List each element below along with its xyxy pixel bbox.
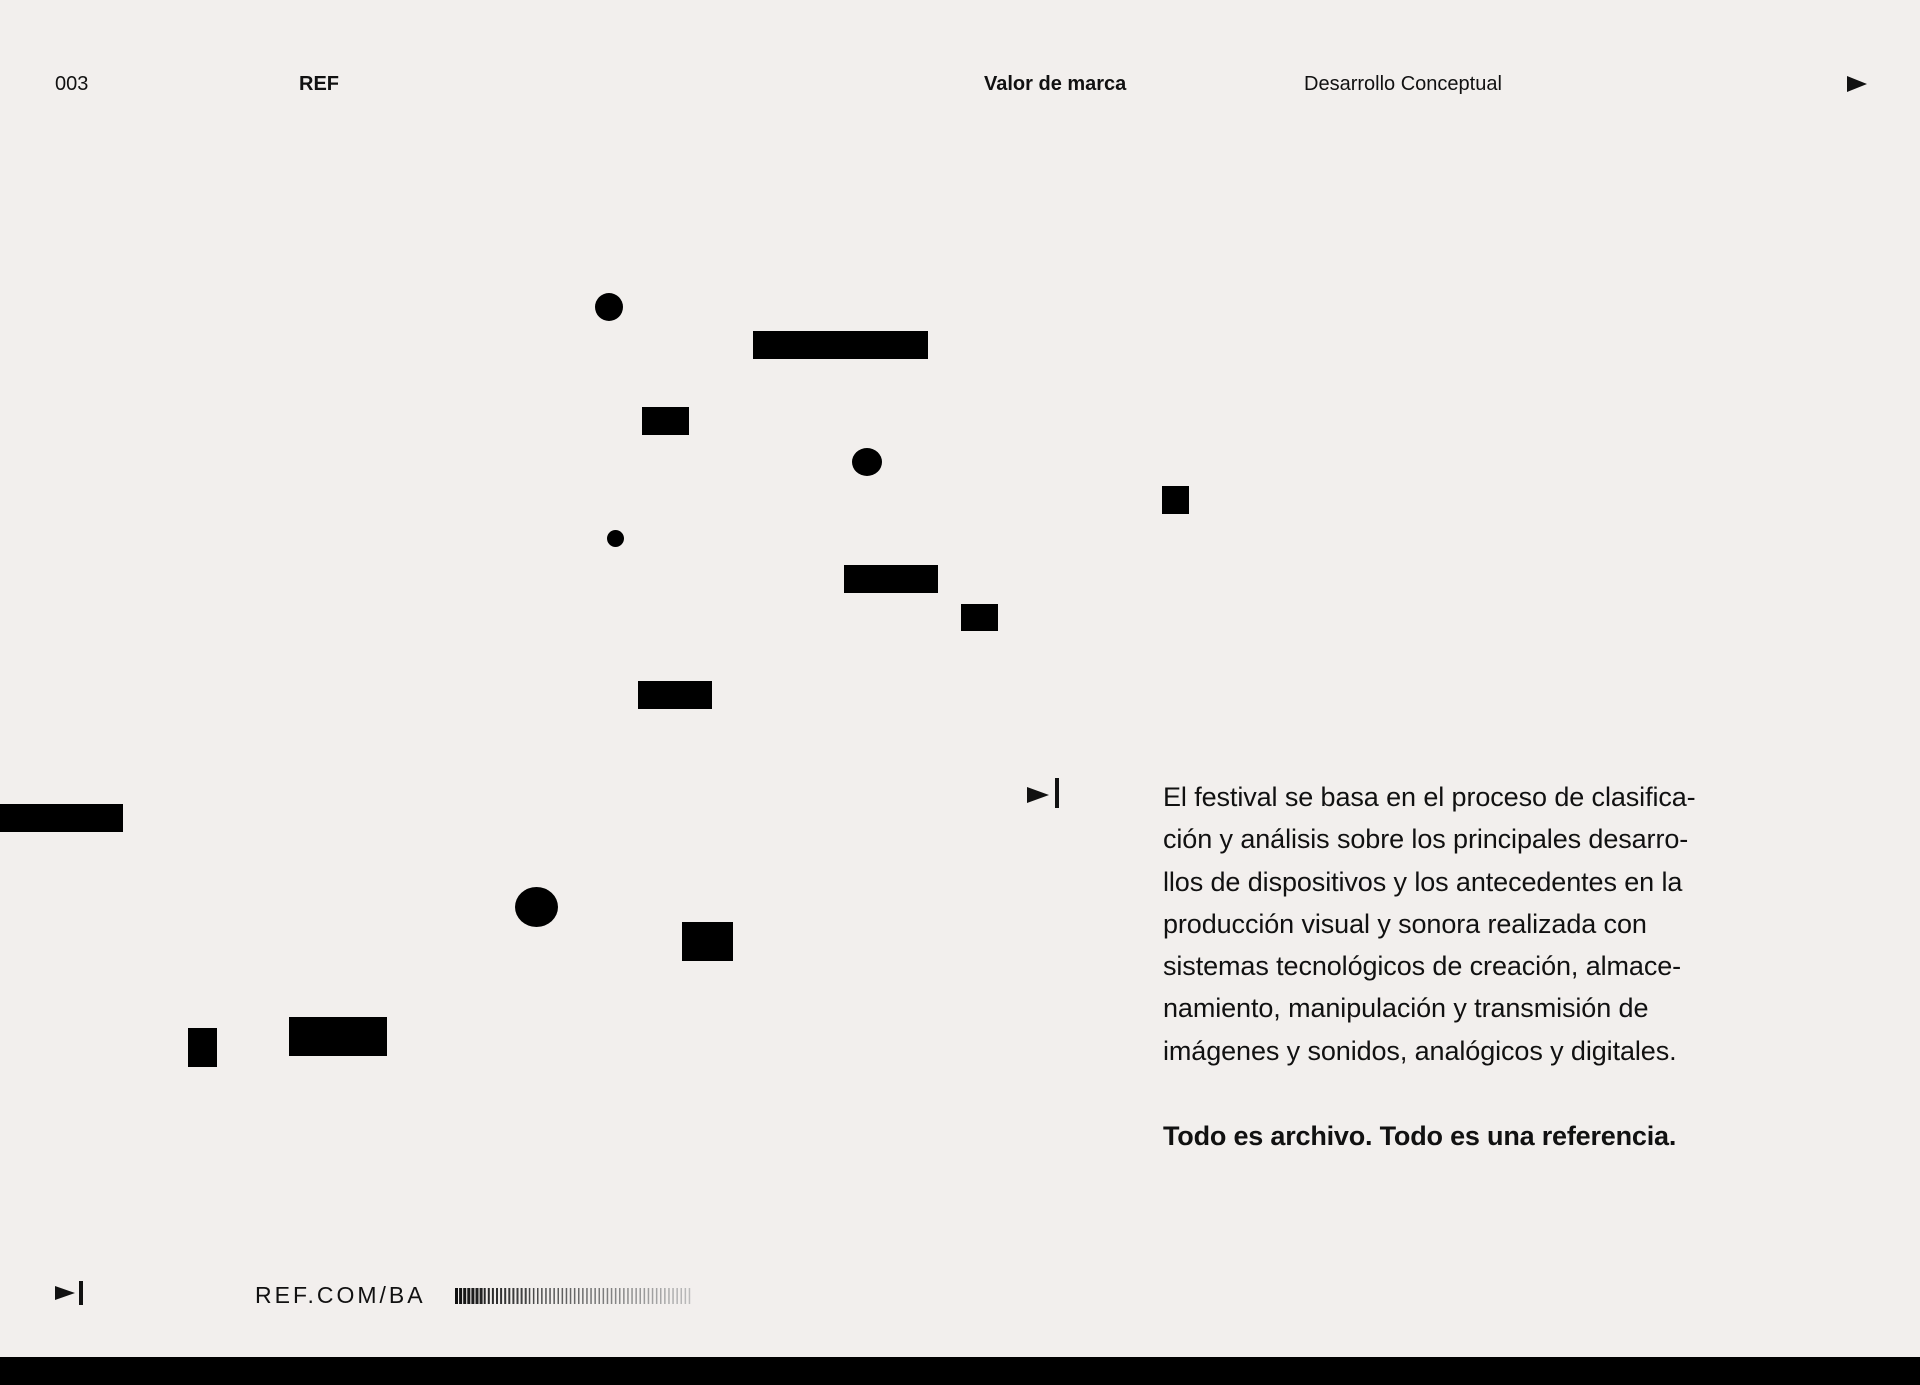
footer-url-link[interactable]: REF.COM/BA: [255, 1282, 426, 1308]
brand-label: REF: [299, 73, 339, 95]
gradient-barcode-icon: [455, 1288, 695, 1304]
subsection-title: Desarrollo Conceptual: [1304, 73, 1502, 95]
body-line: llos de dispositivos y los antecedentes en la: [1163, 866, 1683, 897]
block-shape: [682, 922, 733, 961]
body-line: namiento, manipulación y transmisión de: [1163, 993, 1649, 1024]
body-line: El festival se basa en el proceso de clasifica-: [1163, 782, 1696, 812]
dot-shape: [852, 448, 882, 476]
bar-shape: [638, 681, 712, 709]
block-shape: [642, 407, 689, 435]
bottom-band: [0, 1357, 1920, 1385]
square-shape: [1162, 486, 1189, 514]
skip-forward-icon: [1027, 778, 1061, 808]
body-line: sistemas tecnológicos de creación, almace-: [1163, 951, 1682, 982]
play-arrow-icon[interactable]: [1847, 76, 1867, 92]
section-title: Valor de marca: [984, 73, 1127, 95]
block-shape: [188, 1028, 217, 1067]
page-number: 003: [55, 73, 89, 95]
bar-shape: [753, 331, 928, 359]
body-line: producción visual y sonora realizada con: [1163, 908, 1647, 939]
block-shape: [961, 604, 998, 631]
bar-shape: [289, 1017, 387, 1056]
bar-shape: [844, 565, 938, 593]
body-paragraph: [1163, 776, 1763, 1072]
body-line: imágenes y sonidos, analógicos y digitales.: [1163, 1035, 1677, 1066]
dot-shape: [595, 293, 623, 321]
bar-shape: [0, 804, 123, 832]
skip-forward-icon: [55, 1281, 85, 1305]
body-line: ción y análisis sobre los principales desarro-: [1163, 824, 1689, 855]
small-dot-shape: [607, 530, 624, 547]
dot-shape: [515, 887, 558, 927]
tagline: Todo es archivo. Todo es una referencia.: [1163, 1121, 1677, 1151]
